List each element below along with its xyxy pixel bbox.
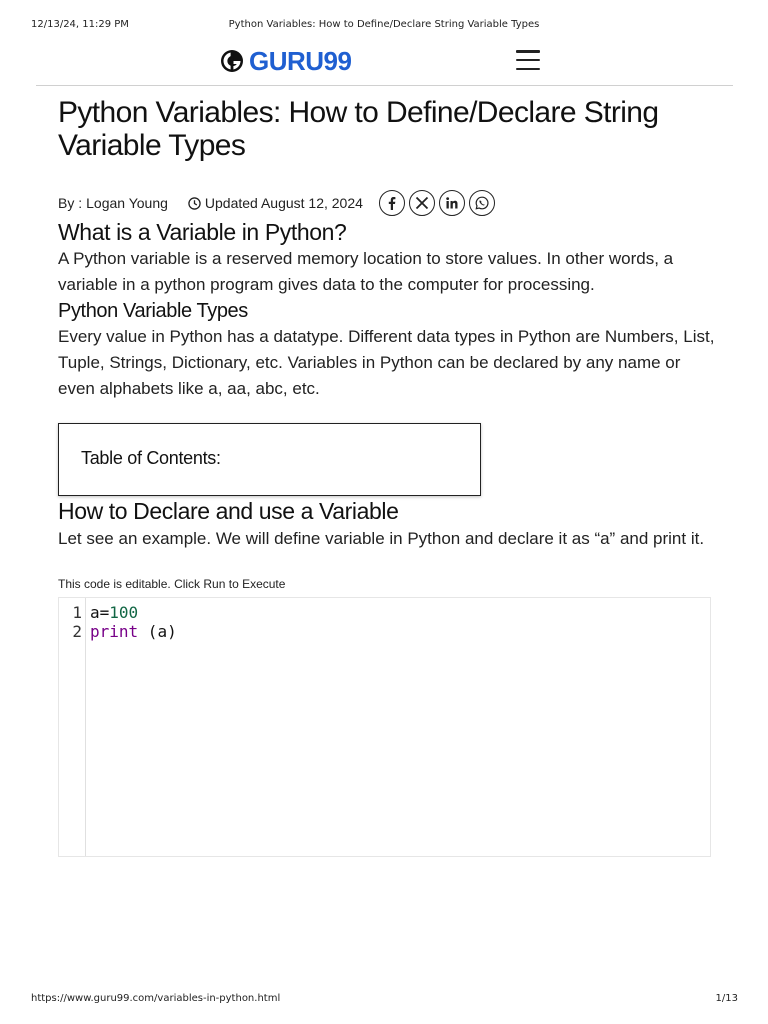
print-datetime: 12/13/24, 11:29 PM [31, 19, 129, 30]
updated-text: Updated August 12, 2024 [204, 195, 363, 211]
section-heading-variable-types: Python Variable Types [58, 300, 248, 322]
whatsapp-icon[interactable] [469, 190, 495, 216]
guru99-logo[interactable] [220, 46, 351, 76]
code-editor[interactable] [58, 597, 711, 857]
article-content [58, 96, 718, 857]
line-number-gutter [59, 598, 86, 856]
editable-code-note: This code is editable. Click Run to Execute [58, 577, 286, 591]
declare-variable-paragraph: Let see an example. We will define variable in Python and declare it as “a” and print it. [58, 529, 705, 548]
byline [58, 188, 718, 218]
x-icon[interactable] [409, 190, 435, 216]
by-label: By : [58, 195, 83, 211]
code-number: 100 [109, 603, 139, 622]
line-number: 1 [72, 603, 82, 622]
header-divider [36, 85, 733, 86]
share-buttons [379, 190, 495, 216]
logo-text: GURU99 [249, 45, 352, 76]
what-is-variable-paragraph: A Python variable is a reserved memory location to store values. In other words, a variable in a python program gives data to the computer for processing. [58, 249, 674, 294]
clock-icon [188, 197, 201, 210]
table-of-contents[interactable] [58, 423, 481, 496]
line-number: 2 [72, 622, 82, 641]
author-link[interactable]: Logan Young [86, 195, 168, 211]
code-line [90, 603, 177, 622]
code-args: (a) [138, 622, 177, 641]
section-heading-what-is-variable: What is a Variable in Python? [58, 219, 347, 245]
code-variable: a= [90, 603, 110, 622]
section-heading-declare-variable: How to Declare and use a Variable [58, 498, 399, 524]
updated-date [188, 195, 363, 211]
article-title: Python Variables: How to Define/Declare String Variable Types [58, 96, 659, 162]
print-url: https://www.guru99.com/variables-in-python.html [31, 993, 281, 1004]
toc-label: Table of Contents: [81, 448, 221, 468]
linkedin-icon[interactable] [439, 190, 465, 216]
print-footer [0, 993, 768, 1007]
code-text[interactable] [90, 603, 177, 641]
print-header [0, 19, 768, 33]
guru99-logo-icon [220, 49, 244, 73]
facebook-icon[interactable] [379, 190, 405, 216]
print-page-title: Python Variables: How to Define/Declare String Variable Types [228, 19, 540, 30]
print-page-number: 1/13 [715, 993, 738, 1004]
variable-types-paragraph: Every value in Python has a datatype. Different data types in Python are Numbers, List, Tuple, Strings, Dictionary, etc. Variables in Python can be declared by any name or even alphabets like a, aa, abc, etc. [58, 327, 715, 398]
code-keyword: print [90, 622, 139, 641]
code-line [90, 622, 177, 641]
hamburger-menu-icon[interactable] [516, 50, 540, 70]
menu-bar [516, 68, 540, 71]
menu-bar [516, 59, 540, 62]
menu-bar [516, 50, 540, 53]
